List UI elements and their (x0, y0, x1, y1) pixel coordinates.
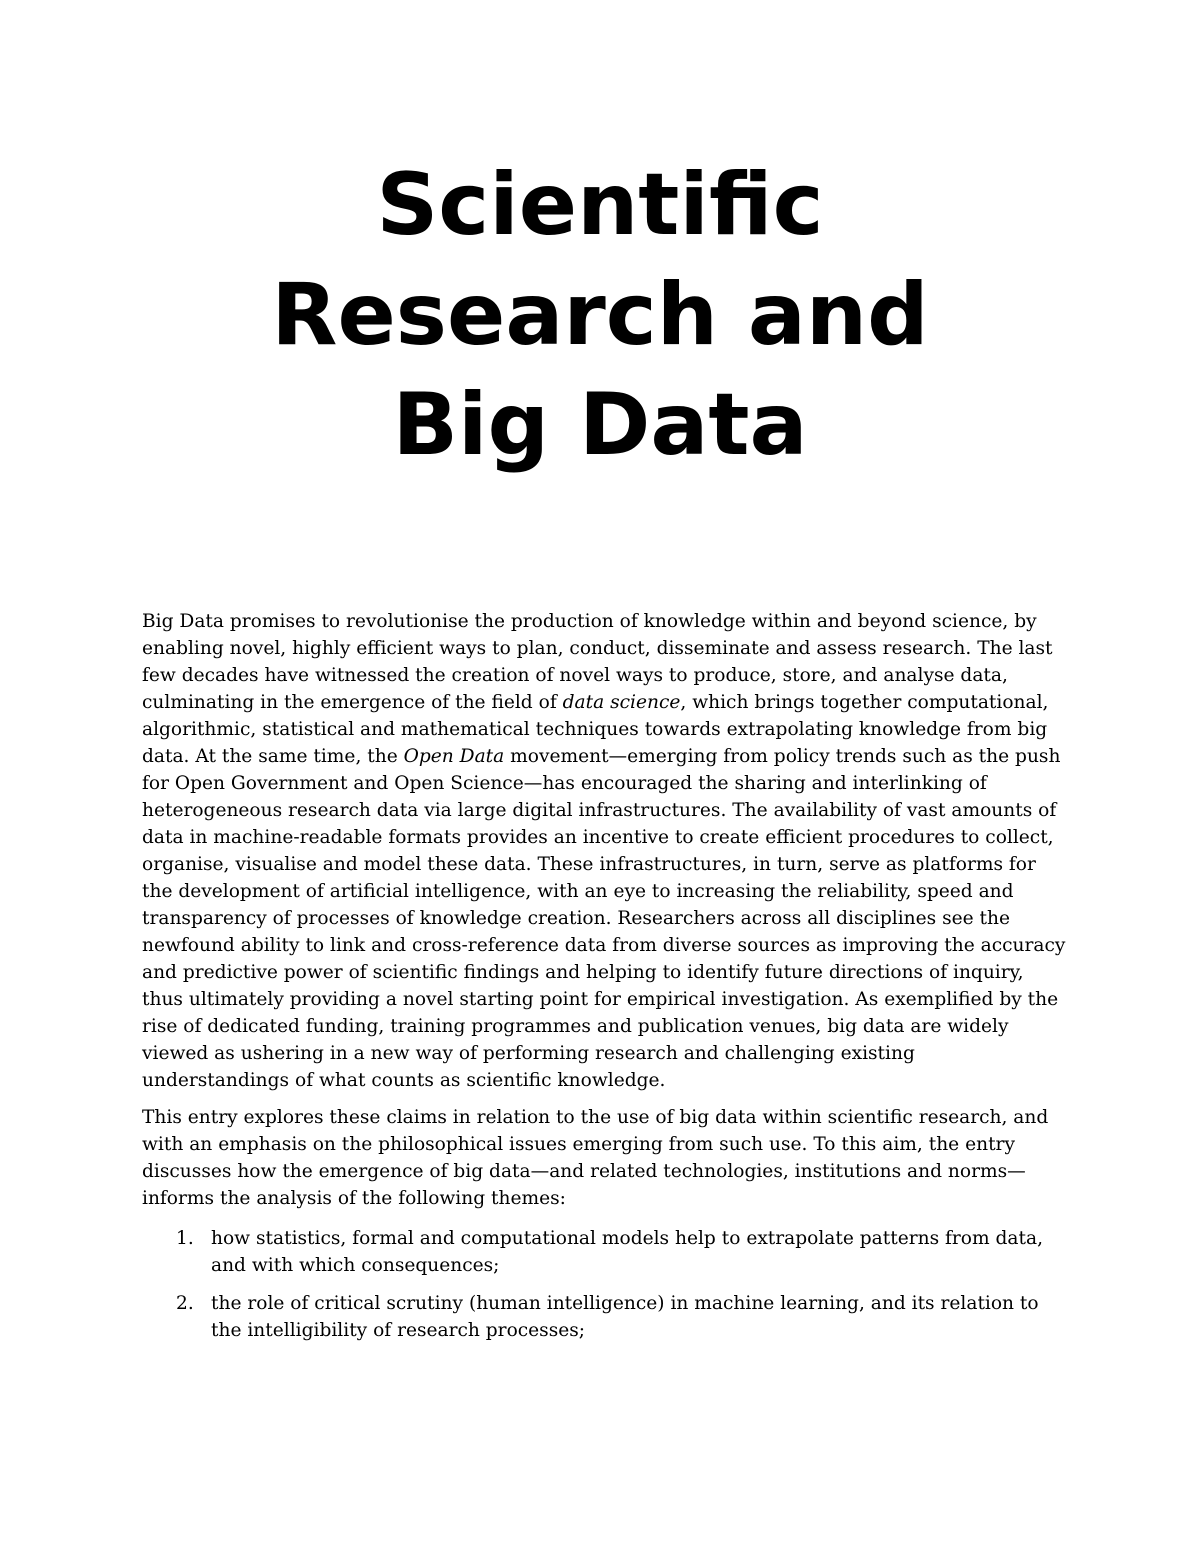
intro-italic-term: data science (562, 692, 681, 713)
intro-text-part: , which brings together computational, algorithmic, statistical and mathematical techniques towards extrapolating knowledge from big data. At the same time, the (142, 692, 1049, 767)
title-line: Big Data (392, 375, 808, 475)
title-line: Scientific (376, 155, 824, 255)
document-body (142, 608, 1067, 1355)
title-line: Research and (271, 265, 929, 365)
list-item-text: how statistics, formal and computational models help to extrapolate patterns from data, and with which consequences; (211, 1228, 1043, 1276)
intro-italic-term: Open Data (403, 746, 505, 767)
list-item-number: 1. (176, 1228, 194, 1249)
list-item (142, 1290, 1067, 1344)
list-item-number: 2. (176, 1293, 194, 1314)
intro-paragraph (142, 608, 1067, 1094)
list-item (142, 1225, 1067, 1279)
second-paragraph: This entry explores these claims in relation to the use of big data within scientific research, and with an emphasis on the philosophical issues emerging from such use. To this aim, the entry discusses how the emergence of big data—and related technologies, institutions and norms—informs the analysis of the following themes: (142, 1107, 1049, 1209)
intro-text-part: Big Data promises to revolutionise the production of knowledge within and beyond science, by enabling novel, highly efficient ways to plan, conduct, disseminate and assess research. The last few decades have witnessed the creation of novel ways to produce, store, and analyse data, culminating in the emergence of the field of (142, 611, 1053, 713)
themes-list (142, 1225, 1067, 1344)
document-title (0, 150, 1200, 480)
list-item-text: the role of critical scrutiny (human intelligence) in machine learning, and its relation to the intelligibility of research processes; (211, 1293, 1039, 1341)
intro-text-part: movement—emerging from policy trends such as the push for Open Government and Open Science—has encouraged the sharing and interlinking of heterogeneous research data via large digital infrastructures. The availability of vast amounts of data in machine-readable formats provides an incentive to create efficient procedures to collect, organise, visualise and model these data. These infrastructures, in turn, serve as platforms for the development of artificial intelligence, with an eye to increasing the reliability, speed and transparency of processes of knowledge creation. Researchers across all disciplines see the newfound ability to link and cross-reference data from diverse sources as improving the accuracy and predictive power of scientific findings and helping to identify future directions of inquiry, thus ultimately providing a novel starting point for empirical investigation. As exemplified by the rise of dedicated funding, training programmes and publication venues, big data are widely viewed as ushering in a new way of performing research and challenging existing understandings of what counts as scientific knowledge. (142, 746, 1066, 1091)
